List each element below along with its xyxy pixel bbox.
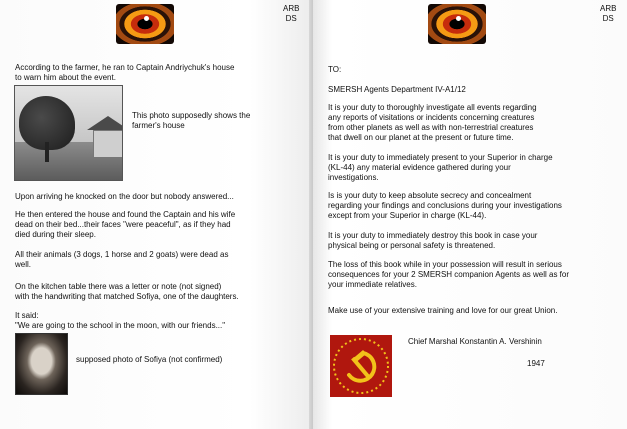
duty-paragraph-4: It is your duty to immediately destroy this book in case your physical being or personal safety is threatened. (328, 231, 538, 250)
para-said: It said: "We are going to the school in the moon, with our friends..." (15, 311, 226, 330)
corner-line-2: DS (285, 14, 297, 23)
corner-line-1: ARB (600, 4, 617, 13)
para-arrival: Upon arriving he knocked on the door but nobody answered... (15, 192, 234, 201)
eye-emblem-left (116, 4, 174, 44)
para-letter: On the kitchen table there was a letter or note (not signed) with the handwriting that matched Sofiya, one of the daughters. (15, 282, 239, 301)
sofiya-photo (15, 333, 68, 395)
closing-line: Make use of your extensive training and love for our great Union. (328, 306, 558, 315)
corner-label-right (600, 4, 616, 24)
sofiya-caption: supposed photo of Sofiya (not confirmed) (76, 355, 223, 364)
para-intro: According to the farmer, he ran to Captain Andriychuk's house to warn him about the event. (15, 63, 235, 82)
para-animals: All their animals (3 dogs, 1 horse and 2 goats) were dead as well. (15, 250, 229, 269)
duty-paragraph-3: Is is your duty to keep absolute secrecy and concealment regarding your findings and conclusions during your investigations except from your Superior in charge (KL-44). (328, 191, 562, 220)
corner-line-1: ARB (283, 4, 300, 13)
eye-emblem-right (428, 4, 486, 44)
left-page (0, 0, 313, 429)
corner-label-left (283, 4, 299, 24)
para-found: He then entered the house and found the Captain and his wife dead on their bed...their faces "were peaceful", as if they had died during their sleep. (15, 210, 236, 239)
hammer-sickle-emblem (330, 335, 392, 397)
department-line: SMERSH Agents Department IV-A1/12 (328, 85, 466, 94)
farmer-house-photo (14, 85, 123, 181)
year: 1947 (527, 359, 545, 368)
to-line: TO: (328, 65, 342, 74)
loss-warning: The loss of this book while in your possession will result in serious consequences for your 2 SMERSH companion Agents as well as for your immediate relatives. (328, 260, 570, 289)
duty-paragraph-1: It is your duty to thoroughly investigate all events regarding any reports of visitations or incidents concerning creatures from other planets as well as with non-terrestrial creatures that dwell on our planet at the present or future time. (328, 103, 537, 142)
right-page (313, 0, 627, 429)
duty-paragraph-2: It is your duty to immediately present to your Superior in charge (KL-44) any material evidence gathered during your investigations. (328, 153, 553, 182)
photo-caption: This photo supposedly shows the farmer's house (132, 111, 251, 130)
corner-line-2: DS (602, 14, 614, 23)
signatory: Chief Marshal Konstantin A. Vershinin (408, 337, 542, 346)
